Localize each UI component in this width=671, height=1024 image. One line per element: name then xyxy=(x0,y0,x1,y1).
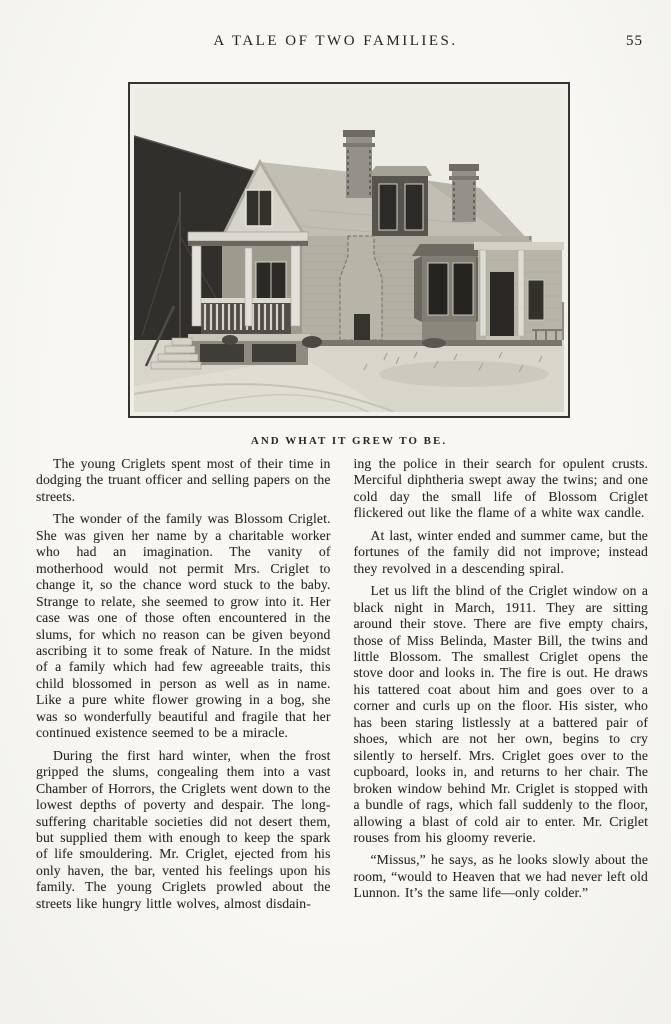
dormer-window xyxy=(405,184,423,230)
paragraph: At last, winter ended and summer came, but the fortunes of the family did not improve; instead they revolved in a descending spiral. xyxy=(353,527,648,576)
page-number: 55 xyxy=(626,33,643,49)
porch-post xyxy=(192,246,201,326)
chimney-left xyxy=(343,130,375,198)
dormer-window xyxy=(379,184,397,230)
right-column xyxy=(354,456,649,912)
porch-post xyxy=(245,248,252,326)
paragraph: Let us lift the blind of the Criglet window on a black night in March, 1911. They are sitting around their stove. There are five empty chairs, those of Miss Belinda, Master Bill, the twins and little Blossom. The smallest Criglet opens the stove door and looks in. The fire is out. He draws his tattered coat about him and goes over to a corner and curls up on the floor. His sister, who has been staring listlessly at a battered pair of shoes, which are not her own, begins to cry silently to herself. Mrs. Criglet goes over to the cupboard, looks in, and returns to her chair. The broken window behind Mr. Criglet is stopped with a bundle of rags, which fall suddenly to the floor, allowing a blast of cold air to enter. Mr. Criglet rouses from his gloomy reverie. xyxy=(353,583,648,845)
doorway xyxy=(490,272,514,336)
paragraph: “Missus,” he says, as he looks slowly about the room, “would to Heaven that we had never left old Lunnon. It’s the same life—only colder.” xyxy=(353,852,648,901)
house-photo-figure xyxy=(128,82,570,447)
wing-window xyxy=(528,280,544,320)
house-photo xyxy=(128,82,570,418)
dormer xyxy=(368,166,432,236)
chimney-right xyxy=(449,164,479,222)
photo-caption: AND WHAT IT GREW TO BE. xyxy=(250,435,448,447)
house-illustration xyxy=(134,88,564,412)
porch-post xyxy=(291,246,300,326)
paragraph-continuation: ing the police in their search for opulent crusts. Merciful diphtheria swept away the twins; and one cold day the small life of Blossom Criglet flickered out like the flame of a white wax candle. xyxy=(353,456,648,521)
paragraph: During the first hard winter, when the frost gripped the slums, congealing them into a vast Chamber of Horrors, the Criglets went down to the lowest depths of poverty and despair. The long-suffering charitable societies did not desert them, but supplied them with enough to keep the spark of life smouldering. Mr. Criglet, ejected from his only haven, the bar, vented his feelings upon his family. The young Criglets prowled about the streets like hungry little wolves, almost disdain- xyxy=(36,747,331,911)
paragraph: The young Criglets spent most of their time in dodging the truant officer and selling papers on the streets. xyxy=(36,456,331,504)
running-title: A TALE OF TWO FAMILIES. xyxy=(213,33,458,49)
body-text xyxy=(36,456,648,912)
right-wing xyxy=(474,242,564,344)
left-column xyxy=(36,456,331,912)
bay-window xyxy=(412,244,486,340)
paragraph: The wonder of the family was Blossom Criglet. She was given her name by a charitable worker who had an imagination. The vanity of motherhood would not permit Mrs. Criglet to change it, so the chance word stuck to the baby. Strange to relate, she seemed to grow into it. Her case was one of those often encountered in the slums, for which no reason can be given beyond ascribing it to some freak of Nature. In the midst of a family which had few agreeable traits, this child blossomed in person as well as in name. Like a pure white flower growing in a bog, she was so wonderfully beautiful and fragile that her continued existence seemed to be a miracle. xyxy=(36,511,331,741)
